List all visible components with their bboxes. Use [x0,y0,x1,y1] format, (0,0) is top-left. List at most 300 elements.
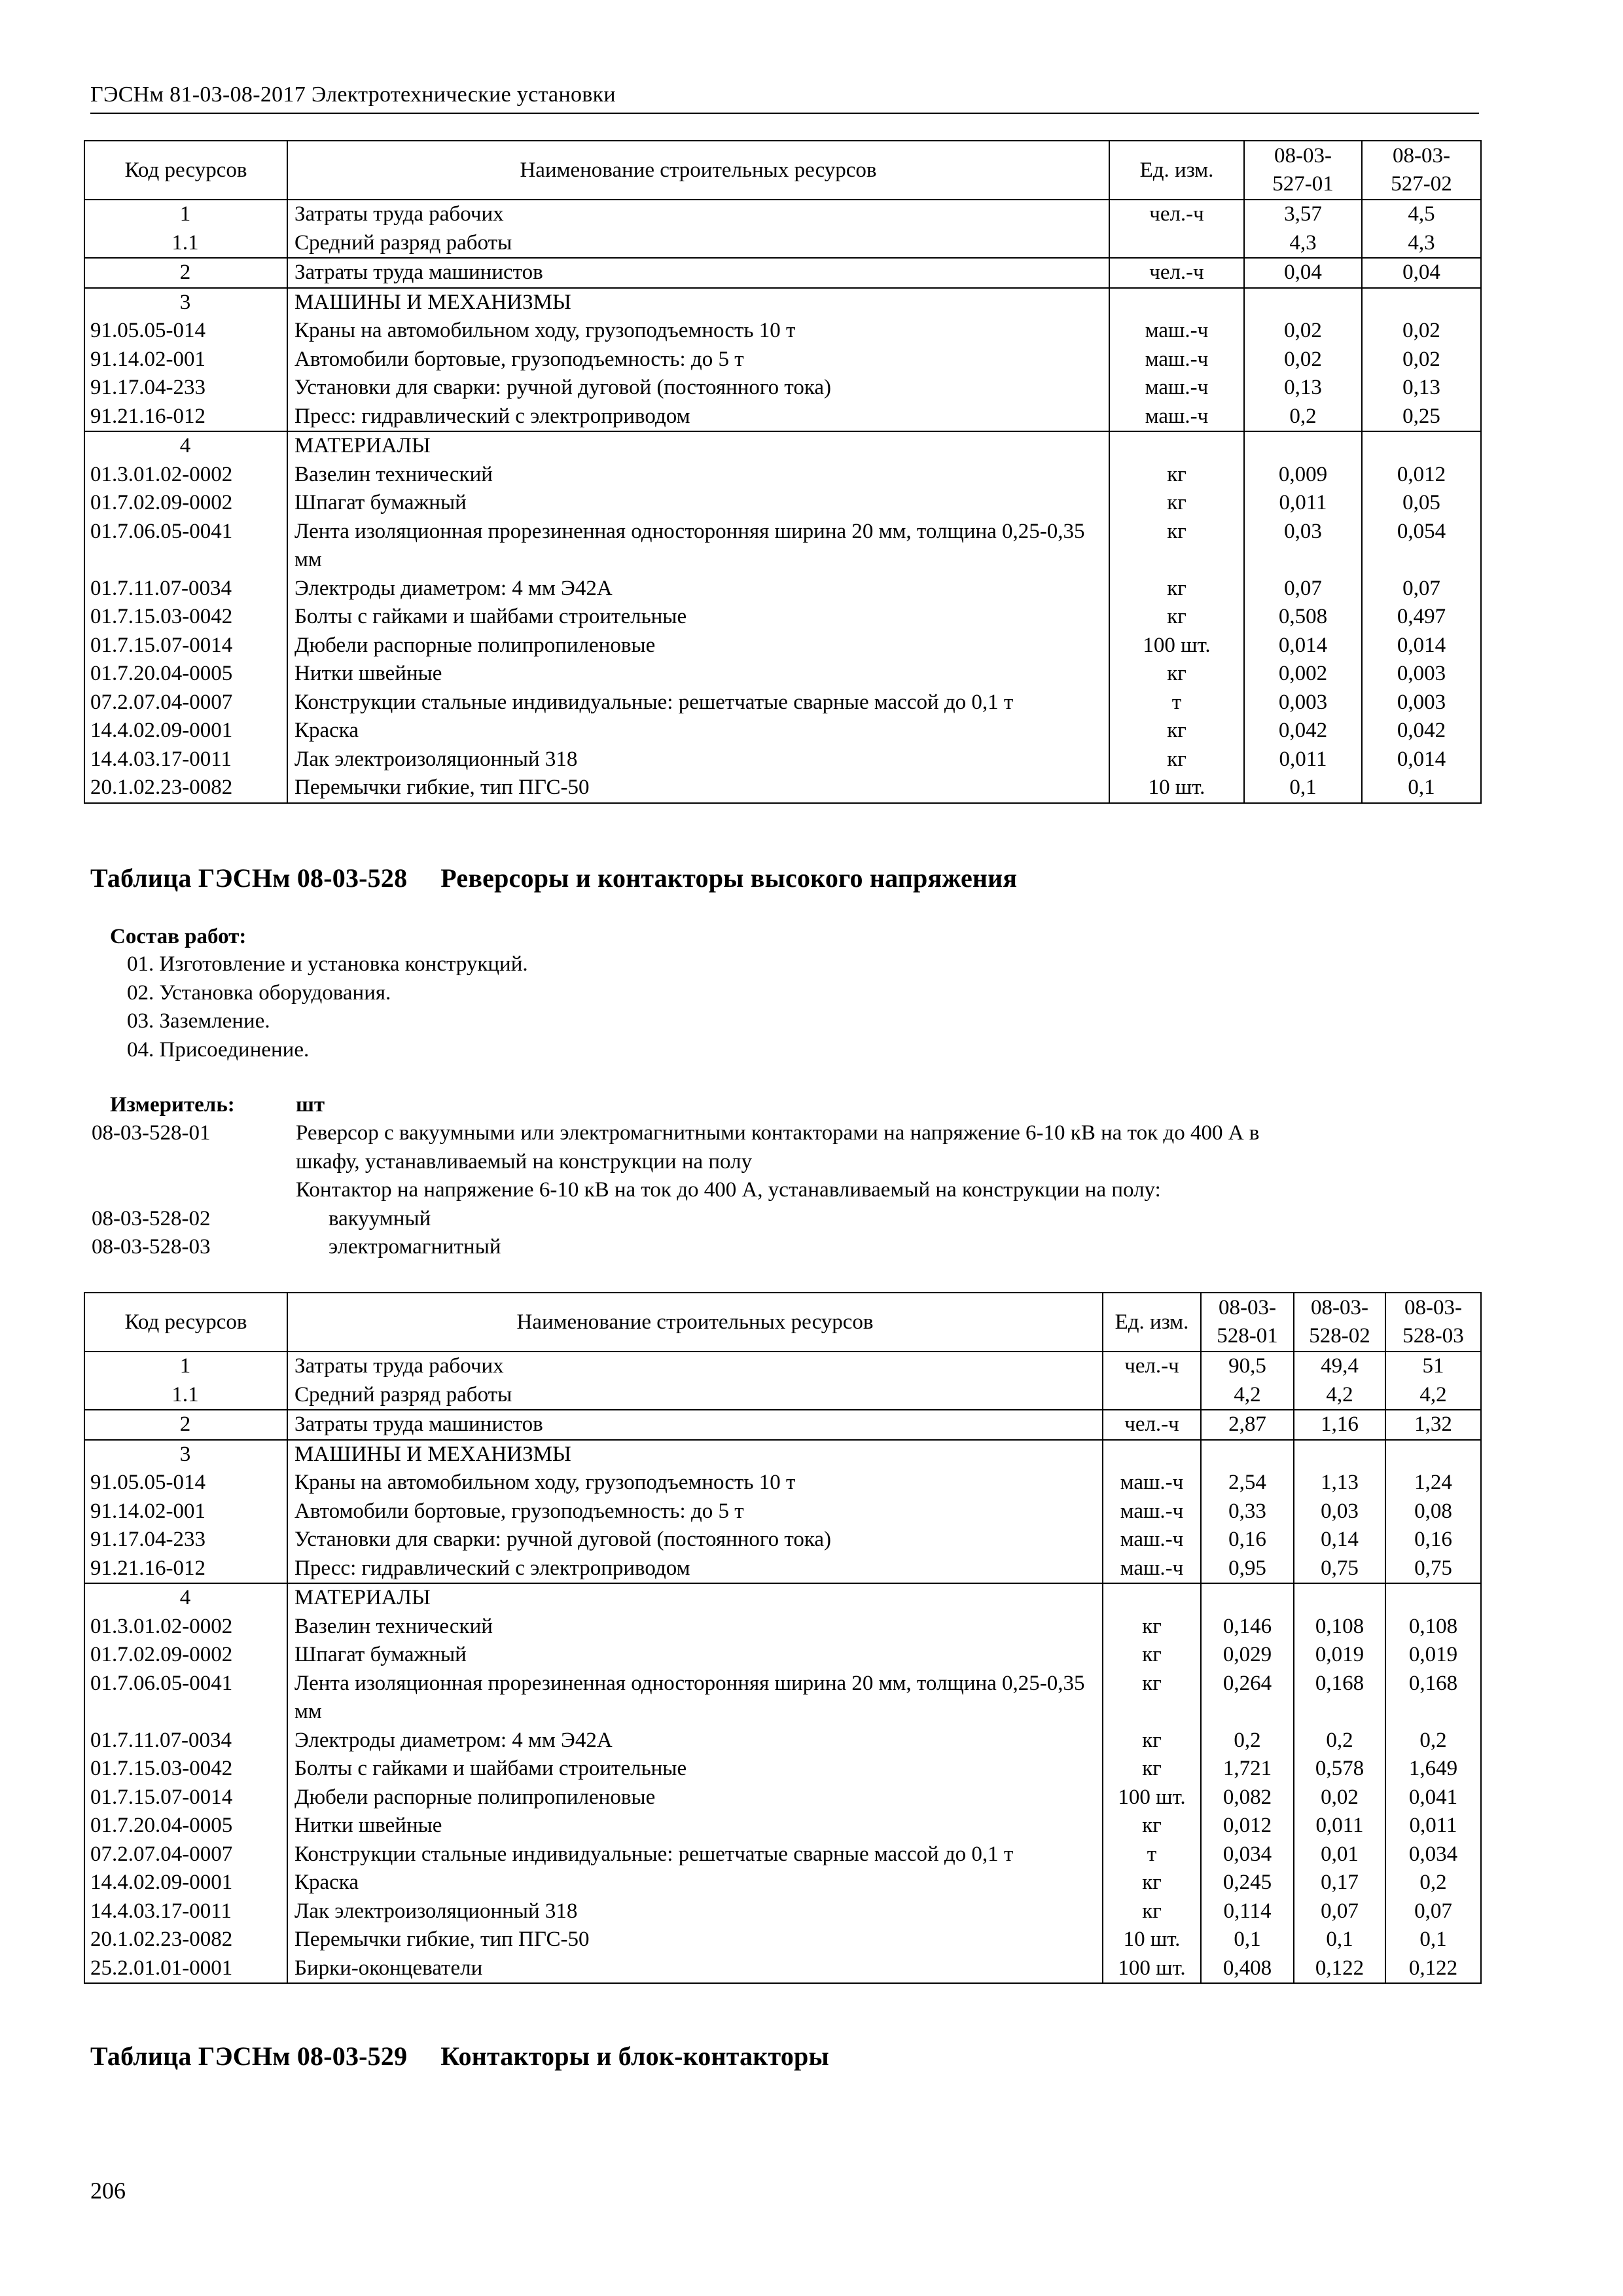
cell-value: 0,02 [1244,317,1362,346]
table-row [84,288,1481,317]
cell-code: 4 [84,1583,287,1613]
cell-value: 0,508 [1244,603,1362,632]
cell-name: Пресс: гидравлический с электроприводом [287,403,1109,432]
cell-value: 0,07 [1362,575,1481,603]
cell-value: 0,019 [1385,1641,1481,1670]
cell-value: 0,082 [1201,1784,1294,1812]
cell-value: 2,87 [1201,1410,1294,1440]
cell-name: Перемычки гибкие, тип ПГС-50 [287,1926,1103,1954]
cell-code: 01.7.02.09-0002 [84,489,287,518]
table-row [84,1840,1481,1869]
cell-unit: кг [1103,1869,1201,1897]
table-header-row [84,141,1481,200]
meter-group-description: Контактор на напряжение 6-10 кВ на ток до 400 А, устанавливаемый на конструкции на полу: [296,1178,1161,1202]
cell-code: 91.14.02-001 [84,346,287,374]
cell-unit [1109,288,1244,317]
header-unit: Ед. изм. [1103,1293,1201,1352]
cell-unit [1109,229,1244,259]
cell-unit: кг [1103,1897,1201,1926]
cell-value: 0,168 [1385,1670,1481,1727]
cell-unit [1103,1440,1201,1469]
cell-value: 0,114 [1201,1897,1294,1926]
table-row [84,1526,1481,1554]
table-row [84,774,1481,803]
cell-unit: кг [1103,1755,1201,1784]
cell-unit: маш.-ч [1103,1554,1201,1584]
table-row [84,745,1481,774]
cell-name: Лента изоляционная прорезиненная односторонняя ширина 20 мм, толщина 0,25-0,35 мм [287,518,1109,575]
cell-code: 20.1.02.23-0082 [84,774,287,803]
cell-name: Электроды диаметром: 4 мм Э42А [287,1727,1103,1755]
cell-unit: т [1109,689,1244,717]
cell-value [1201,1583,1294,1613]
cell-unit: маш.-ч [1109,346,1244,374]
cell-code: 14.4.03.17-0011 [84,745,287,774]
cell-code: 91.05.05-014 [84,317,287,346]
cell-code: 91.14.02-001 [84,1498,287,1526]
table-row [84,1869,1481,1897]
cell-name: Дюбели распорные полипропиленовые [287,1784,1103,1812]
cell-value: 4,5 [1362,200,1481,229]
cell-name: МАШИНЫ И МЕХАНИЗМЫ [287,288,1109,317]
cell-value: 1,721 [1201,1755,1294,1784]
cell-value: 0,14 [1294,1526,1385,1554]
cell-unit: кг [1103,1812,1201,1840]
cell-value: 0,02 [1362,346,1481,374]
cell-value [1294,1440,1385,1469]
cell-name: Перемычки гибкие, тип ПГС-50 [287,774,1109,803]
cell-value: 0,75 [1294,1554,1385,1584]
cell-value: 0,003 [1362,689,1481,717]
cell-name: Нитки швейные [287,1812,1103,1840]
cell-value: 0,012 [1362,461,1481,490]
table-row [84,689,1481,717]
meter-description: вакуумный [329,1207,431,1230]
cell-unit: кг [1109,461,1244,490]
cell-value: 0,011 [1385,1812,1481,1840]
cell-code: 01.7.06.05-0041 [84,1670,287,1727]
header-col-2: 08-03- 527-02 [1362,141,1481,200]
cell-value: 0,1 [1385,1926,1481,1954]
cell-name: Автомобили бортовые, грузоподъемность: до 5 т [287,346,1109,374]
meter-code: 08-03-528-03 [92,1235,211,1259]
cell-value: 0,07 [1244,575,1362,603]
cell-unit: маш.-ч [1109,317,1244,346]
cell-code: 91.17.04-233 [84,374,287,403]
cell-name: Пресс: гидравлический с электроприводом [287,1554,1103,1584]
header-unit: Ед. изм. [1109,141,1244,200]
cell-value: 0,014 [1244,632,1362,660]
cell-value: 0,07 [1294,1897,1385,1926]
cell-value: 0,029 [1201,1641,1294,1670]
cell-value: 0,041 [1385,1784,1481,1812]
cell-value: 0,2 [1294,1727,1385,1755]
cell-value: 0,08 [1385,1498,1481,1526]
header-col-2: 08-03- 528-02 [1294,1293,1385,1352]
cell-value: 4,3 [1244,229,1362,259]
cell-name: Краны на автомобильном ходу, грузоподъемность 10 т [287,317,1109,346]
cell-name: Вазелин технический [287,461,1109,490]
cell-value: 0,13 [1362,374,1481,403]
cell-value: 90,5 [1201,1352,1294,1381]
cell-code: 01.7.20.04-0005 [84,660,287,689]
cell-value: 0,95 [1201,1554,1294,1584]
cell-name: Краска [287,1869,1103,1897]
cell-unit: кг [1109,603,1244,632]
cell-code: 01.7.11.07-0034 [84,575,287,603]
cell-value: 0,122 [1385,1954,1481,1984]
cell-code: 25.2.01.01-0001 [84,1954,287,1984]
table-row [84,1469,1481,1498]
cell-value [1244,288,1362,317]
table-row [84,346,1481,374]
table-row [84,461,1481,490]
cell-name: Затраты труда рабочих [287,200,1109,229]
header-name: Наименование строительных ресурсов [287,141,1109,200]
header-col-3: 08-03- 528-03 [1385,1293,1481,1352]
cell-value [1385,1440,1481,1469]
table-row [84,1897,1481,1926]
work-item: 04. Присоединение. [127,1038,310,1062]
cell-name: Вазелин технический [287,1613,1103,1641]
cell-name: Установки для сварки: ручной дуговой (постоянного тока) [287,374,1109,403]
cell-value: 0,003 [1244,689,1362,717]
cell-value: 0,034 [1385,1840,1481,1869]
cell-code: 1 [84,1352,287,1381]
cell-value: 0,02 [1362,317,1481,346]
cell-unit: 100 шт. [1103,1954,1201,1984]
cell-value: 0,75 [1385,1554,1481,1584]
cell-code: 2 [84,1410,287,1440]
cell-code: 20.1.02.23-0082 [84,1926,287,1954]
cell-value: 4,2 [1201,1381,1294,1410]
cell-unit: 100 шт. [1109,632,1244,660]
cell-value: 0,264 [1201,1670,1294,1727]
cell-value: 0,042 [1362,717,1481,745]
resource-table-528 [84,1292,1482,1984]
table-row [84,1381,1481,1410]
cell-value: 0,108 [1385,1613,1481,1641]
table-row [84,1755,1481,1784]
cell-value: 0,1 [1362,774,1481,803]
table-row [84,1926,1481,1954]
table-row [84,1727,1481,1755]
cell-name: Шпагат бумажный [287,489,1109,518]
cell-value: 0,245 [1201,1869,1294,1897]
table-row [84,374,1481,403]
cell-value: 0,17 [1294,1869,1385,1897]
cell-code: 4 [84,431,287,461]
cell-name: Лак электроизоляционный 318 [287,745,1109,774]
cell-code: 01.7.15.03-0042 [84,603,287,632]
cell-value: 0,054 [1362,518,1481,575]
cell-name: Конструкции стальные индивидуальные: решетчатые сварные массой до 0,1 т [287,689,1109,717]
cell-code: 1 [84,200,287,229]
cell-code: 01.3.01.02-0002 [84,1613,287,1641]
cell-value: 0,16 [1385,1526,1481,1554]
cell-name: Автомобили бортовые, грузоподъемность: до 5 т [287,1498,1103,1526]
cell-code: 1.1 [84,229,287,259]
cell-unit: кг [1103,1727,1201,1755]
table-row [84,1352,1481,1381]
meter-value: шт [296,1093,325,1117]
cell-unit: т [1103,1840,1201,1869]
cell-value: 1,32 [1385,1410,1481,1440]
work-composition-label: Состав работ: [110,925,247,948]
cell-code: 91.05.05-014 [84,1469,287,1498]
work-item: 01. Изготовление и установка конструкций. [127,952,528,976]
cell-value: 0,1 [1244,774,1362,803]
cell-value: 0,1 [1294,1926,1385,1954]
cell-value: 0,168 [1294,1670,1385,1727]
cell-code: 91.17.04-233 [84,1526,287,1554]
table-row [84,1410,1481,1440]
table-528-title: Таблица ГЭСНм 08-03-528 Реверсоры и контакторы высокого напряжения [90,863,1018,893]
cell-value: 0,042 [1244,717,1362,745]
cell-value: 0,003 [1362,660,1481,689]
table-row [84,431,1481,461]
cell-name: Краска [287,717,1109,745]
cell-value [1294,1583,1385,1613]
cell-name: МАШИНЫ И МЕХАНИЗМЫ [287,1440,1103,1469]
cell-name: Установки для сварки: ручной дуговой (постоянного тока) [287,1526,1103,1554]
cell-name: Болты с гайками и шайбами строительные [287,1755,1103,1784]
table-row [84,1583,1481,1613]
cell-value: 0,014 [1362,745,1481,774]
table-row [84,1784,1481,1812]
cell-value [1362,431,1481,461]
cell-unit: чел.-ч [1109,200,1244,229]
header-name: Наименование строительных ресурсов [287,1293,1103,1352]
cell-name: Нитки швейные [287,660,1109,689]
cell-value [1385,1583,1481,1613]
cell-value: 2,54 [1201,1469,1294,1498]
cell-unit [1103,1583,1201,1613]
meter-code: 08-03-528-01 [92,1121,211,1145]
cell-value: 0,012 [1201,1812,1294,1840]
cell-unit: маш.-ч [1103,1469,1201,1498]
cell-unit: чел.-ч [1103,1410,1201,1440]
cell-name: МАТЕРИАЛЫ [287,1583,1103,1613]
cell-value: 1,24 [1385,1469,1481,1498]
cell-code: 14.4.02.09-0001 [84,1869,287,1897]
cell-unit: кг [1103,1670,1201,1727]
table-row [84,1613,1481,1641]
cell-value: 0,019 [1294,1641,1385,1670]
page-header: ГЭСНм 81-03-08-2017 Электротехнические установки [90,77,1479,114]
cell-name: Затраты труда машинистов [287,1410,1103,1440]
cell-code: 01.7.15.07-0014 [84,1784,287,1812]
table-row [84,575,1481,603]
cell-value: 0,011 [1294,1812,1385,1840]
table-row [84,1498,1481,1526]
cell-value: 0,002 [1244,660,1362,689]
header-col-1: 08-03- 527-01 [1244,141,1362,200]
cell-value: 0,03 [1244,518,1362,575]
cell-value: 0,07 [1385,1897,1481,1926]
cell-code: 14.4.02.09-0001 [84,717,287,745]
cell-value: 4,3 [1362,229,1481,259]
cell-value: 0,02 [1244,346,1362,374]
cell-unit: маш.-ч [1103,1526,1201,1554]
cell-name: Затраты труда машинистов [287,258,1109,288]
cell-value: 0,408 [1201,1954,1294,1984]
cell-value: 1,16 [1294,1410,1385,1440]
meter-description: Реверсор с вакуумными или электромагнитными контакторами на напряжение 6-10 кВ на ток до 400 А в [296,1121,1260,1145]
cell-code: 14.4.03.17-0011 [84,1897,287,1926]
cell-value [1244,431,1362,461]
table-row [84,1670,1481,1727]
cell-unit: маш.-ч [1109,374,1244,403]
cell-value: 49,4 [1294,1352,1385,1381]
cell-value: 51 [1385,1352,1481,1381]
cell-value: 0,04 [1244,258,1362,288]
table-row [84,258,1481,288]
table-529-title: Таблица ГЭСНм 08-03-529 Контакторы и блок-контакторы [90,2041,829,2071]
cell-value: 0,01 [1294,1840,1385,1869]
cell-unit: кг [1103,1641,1201,1670]
cell-value: 0,25 [1362,403,1481,432]
cell-value: 0,108 [1294,1613,1385,1641]
cell-unit: маш.-ч [1109,403,1244,432]
cell-unit: кг [1109,489,1244,518]
cell-name: Конструкции стальные индивидуальные: решетчатые сварные массой до 0,1 т [287,1840,1103,1869]
meter-label: Измеритель: [110,1093,235,1117]
cell-name: Краны на автомобильном ходу, грузоподъемность 10 т [287,1469,1103,1498]
cell-value: 0,014 [1362,632,1481,660]
cell-unit: чел.-ч [1103,1352,1201,1381]
cell-value: 0,011 [1244,745,1362,774]
cell-name: МАТЕРИАЛЫ [287,431,1109,461]
table-header-row [84,1293,1481,1352]
cell-value: 1,13 [1294,1469,1385,1498]
cell-name: Средний разряд работы [287,229,1109,259]
cell-unit [1109,431,1244,461]
cell-code: 01.7.15.03-0042 [84,1755,287,1784]
table-row [84,200,1481,229]
cell-code: 91.21.16-012 [84,1554,287,1584]
cell-code: 01.7.15.07-0014 [84,632,287,660]
cell-unit: 10 шт. [1103,1926,1201,1954]
cell-code: 07.2.07.04-0007 [84,1840,287,1869]
cell-unit: кг [1109,518,1244,575]
resource-table-527 [84,140,1482,804]
table-row [84,229,1481,259]
table-row [84,1440,1481,1469]
cell-code: 01.7.11.07-0034 [84,1727,287,1755]
cell-name: Бирки-оконцеватели [287,1954,1103,1984]
cell-code: 01.7.20.04-0005 [84,1812,287,1840]
table-row [84,518,1481,575]
work-item: 03. Заземление. [127,1009,270,1033]
cell-unit: 100 шт. [1103,1784,1201,1812]
cell-value: 0,2 [1201,1727,1294,1755]
cell-unit: чел.-ч [1109,258,1244,288]
header-code: Код ресурсов [84,141,287,200]
cell-value: 0,578 [1294,1755,1385,1784]
cell-value: 0,16 [1201,1526,1294,1554]
cell-code: 91.21.16-012 [84,403,287,432]
table-row [84,1812,1481,1840]
cell-code: 01.7.02.09-0002 [84,1641,287,1670]
cell-name: Средний разряд работы [287,1381,1103,1410]
cell-code: 07.2.07.04-0007 [84,689,287,717]
cell-value: 0,2 [1244,403,1362,432]
table-row [84,489,1481,518]
table-row [84,660,1481,689]
cell-value: 0,04 [1362,258,1481,288]
work-item: 02. Установка оборудования. [127,981,391,1005]
cell-name: Затраты труда рабочих [287,1352,1103,1381]
cell-value: 0,122 [1294,1954,1385,1984]
cell-value: 0,011 [1244,489,1362,518]
cell-name: Дюбели распорные полипропиленовые [287,632,1109,660]
cell-unit: кг [1109,745,1244,774]
cell-code: 3 [84,1440,287,1469]
cell-value: 0,13 [1244,374,1362,403]
cell-name: Лента изоляционная прорезиненная односторонняя ширина 20 мм, толщина 0,25-0,35 мм [287,1670,1103,1727]
table-row [84,632,1481,660]
cell-value: 0,497 [1362,603,1481,632]
cell-unit: 10 шт. [1109,774,1244,803]
cell-value: 0,034 [1201,1840,1294,1869]
cell-value: 0,009 [1244,461,1362,490]
cell-unit: кг [1103,1613,1201,1641]
cell-name: Электроды диаметром: 4 мм Э42А [287,575,1109,603]
table-row [84,603,1481,632]
table-row [84,1641,1481,1670]
cell-value: 0,2 [1385,1869,1481,1897]
meter-description: электромагнитный [329,1235,501,1259]
cell-unit: кг [1109,575,1244,603]
table-row [84,717,1481,745]
header-code: Код ресурсов [84,1293,287,1352]
cell-code: 01.7.06.05-0041 [84,518,287,575]
table-row [84,403,1481,432]
cell-code: 1.1 [84,1381,287,1410]
cell-value: 0,05 [1362,489,1481,518]
table-row [84,317,1481,346]
cell-value: 0,02 [1294,1784,1385,1812]
table-row [84,1554,1481,1584]
cell-code: 3 [84,288,287,317]
meter-code: 08-03-528-02 [92,1207,211,1230]
cell-name: Шпагат бумажный [287,1641,1103,1670]
cell-unit [1103,1381,1201,1410]
cell-value: 3,57 [1244,200,1362,229]
cell-name: Болты с гайками и шайбами строительные [287,603,1109,632]
cell-value: 1,649 [1385,1755,1481,1784]
cell-code: 01.3.01.02-0002 [84,461,287,490]
cell-unit: кг [1109,717,1244,745]
cell-value: 4,2 [1294,1381,1385,1410]
cell-code: 2 [84,258,287,288]
cell-value: 0,03 [1294,1498,1385,1526]
cell-name: Лак электроизоляционный 318 [287,1897,1103,1926]
table-row [84,1954,1481,1984]
cell-value: 0,1 [1201,1926,1294,1954]
cell-value: 0,146 [1201,1613,1294,1641]
cell-value: 0,2 [1385,1727,1481,1755]
cell-unit: маш.-ч [1103,1498,1201,1526]
page-number: 206 [90,2178,126,2204]
meter-description: шкафу, устанавливаемый на конструкции на полу [296,1150,753,1174]
cell-value: 0,33 [1201,1498,1294,1526]
header-col-1: 08-03- 528-01 [1201,1293,1294,1352]
cell-value: 4,2 [1385,1381,1481,1410]
cell-value [1201,1440,1294,1469]
cell-unit: кг [1109,660,1244,689]
